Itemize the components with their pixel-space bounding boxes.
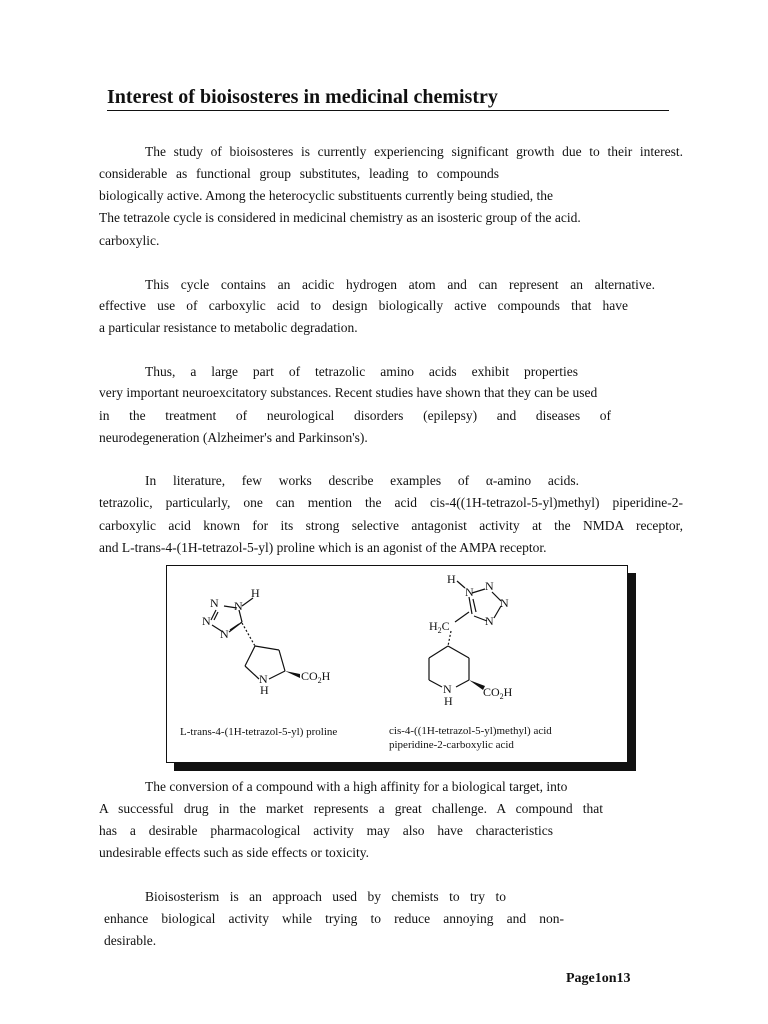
- chemical-structures-figure: [166, 565, 628, 763]
- paragraph-1-line-2: considerable as functional group substitutes, leading to compounds: [99, 166, 499, 181]
- paragraph-2-line-2: effective use of carboxylic acid to design biologically active compounds that have: [99, 298, 628, 313]
- right-tetrazole-ring: [457, 581, 501, 621]
- caption-right-line-1: cis-4-((1H-tetrazol-5-yl)methyl) acid: [389, 725, 552, 737]
- caption-right-line-2: piperidine-2-carboxylic acid: [389, 739, 514, 751]
- right-piperidine-ring: [429, 646, 469, 687]
- paragraph-1-line-1: The study of bioisosteres is currently experiencing significant growth due to their interest.: [145, 144, 683, 159]
- paragraph-6-line-2: enhance biological activity while trying to reduce annoying and non-: [104, 911, 564, 926]
- paragraph-3-line-4: neurodegeneration (Alzheimer's and Parkinson's).: [99, 430, 368, 445]
- left-atom-n-ring: N: [259, 672, 268, 686]
- paragraph-4-line-2: tetrazolic, particularly, one can mention the acid cis-4((1H-tetrazol-5-yl)methyl) piperidine-2-: [99, 495, 683, 510]
- right-atom-n-4: N: [485, 614, 494, 628]
- right-co2h-label: $CO_2H$: [483, 685, 513, 701]
- left-hashed-bond: [242, 623, 255, 646]
- paragraph-5-line-3: has a desirable pharmacological activity may also have characteristics: [99, 823, 553, 838]
- left-atom-n-3: N: [202, 614, 211, 628]
- left-atom-h-tetrazole: H: [251, 586, 260, 600]
- left-atom-n-4: N: [220, 627, 229, 641]
- right-atom-n-ring: N: [443, 682, 452, 696]
- right-atom-n-3: N: [500, 596, 509, 610]
- paragraph-2-line-3: a particular resistance to metabolic degradation.: [99, 320, 358, 335]
- paragraph-1-line-3: biologically active. Among the heterocyclic substituents currently being studied, the: [99, 188, 554, 203]
- paragraph-6-line-1: Bioisosterism is an approach used by chemists to try to: [145, 889, 506, 904]
- right-atom-n-1: N: [465, 585, 474, 599]
- paragraph-6-line-3: desirable.: [104, 933, 157, 948]
- left-atom-h-ring: H: [260, 683, 269, 697]
- paragraph-3-line-3: in the treatment of neurological disorders (epilepsy) and diseases of: [99, 408, 611, 423]
- paragraph-2-line-1: This cycle contains an acidic hydrogen atom and can represent an alternative.: [145, 277, 655, 292]
- right-hashed-bond: [448, 631, 451, 646]
- paragraph-3-line-1: Thus, a large part of tetrazolic amino acids exhibit properties: [145, 364, 578, 379]
- page-title: Interest of bioisosteres in medicinal chemistry: [107, 86, 498, 108]
- paragraph-5-line-2: A successful drug in the market represents a great challenge. A compound that: [99, 801, 603, 816]
- right-h2c-label: $H_2C$: [429, 619, 450, 635]
- paragraph-3-line-2: very important neuroexcitatory substances. Recent studies have shown that they can be used: [99, 385, 598, 400]
- left-wedge-bond: [285, 671, 300, 678]
- right-ch2-bond: [455, 612, 469, 622]
- right-atom-h-tetrazole: H: [447, 572, 456, 586]
- title-underline: [107, 110, 669, 111]
- paragraph-1-line-5: carboxylic.: [99, 233, 160, 248]
- left-atom-n-1: N: [210, 596, 219, 610]
- caption-left: L-trans-4-(1H-tetrazol-5-yl) proline: [180, 726, 338, 738]
- page-number: Page1on13: [566, 971, 631, 986]
- paragraph-4-line-4: and L-trans-4-(1H-tetrazol-5-yl) proline which is an agonist of the AMPA receptor.: [99, 540, 547, 555]
- paragraph-5-line-4: undesirable effects such as side effects or toxicity.: [99, 845, 370, 860]
- paragraph-1-line-4: The tetrazole cycle is considered in medicinal chemistry as an isosteric group of the acid.: [99, 210, 581, 225]
- right-atom-h-ring: H: [444, 694, 453, 708]
- paragraph-4-line-1: In literature, few works describe examples of α-amino acids.: [145, 473, 579, 488]
- paragraph-5-line-1: The conversion of a compound with a high affinity for a biological target, into: [145, 779, 568, 794]
- left-atom-n-2: N: [234, 599, 243, 613]
- paragraph-4-line-3: carboxylic acid known for its strong selective antagonist activity at the NMDA receptor,: [99, 518, 683, 533]
- left-co2h-label: $CO_2H$: [301, 669, 331, 685]
- right-atom-n-2: N: [485, 579, 494, 593]
